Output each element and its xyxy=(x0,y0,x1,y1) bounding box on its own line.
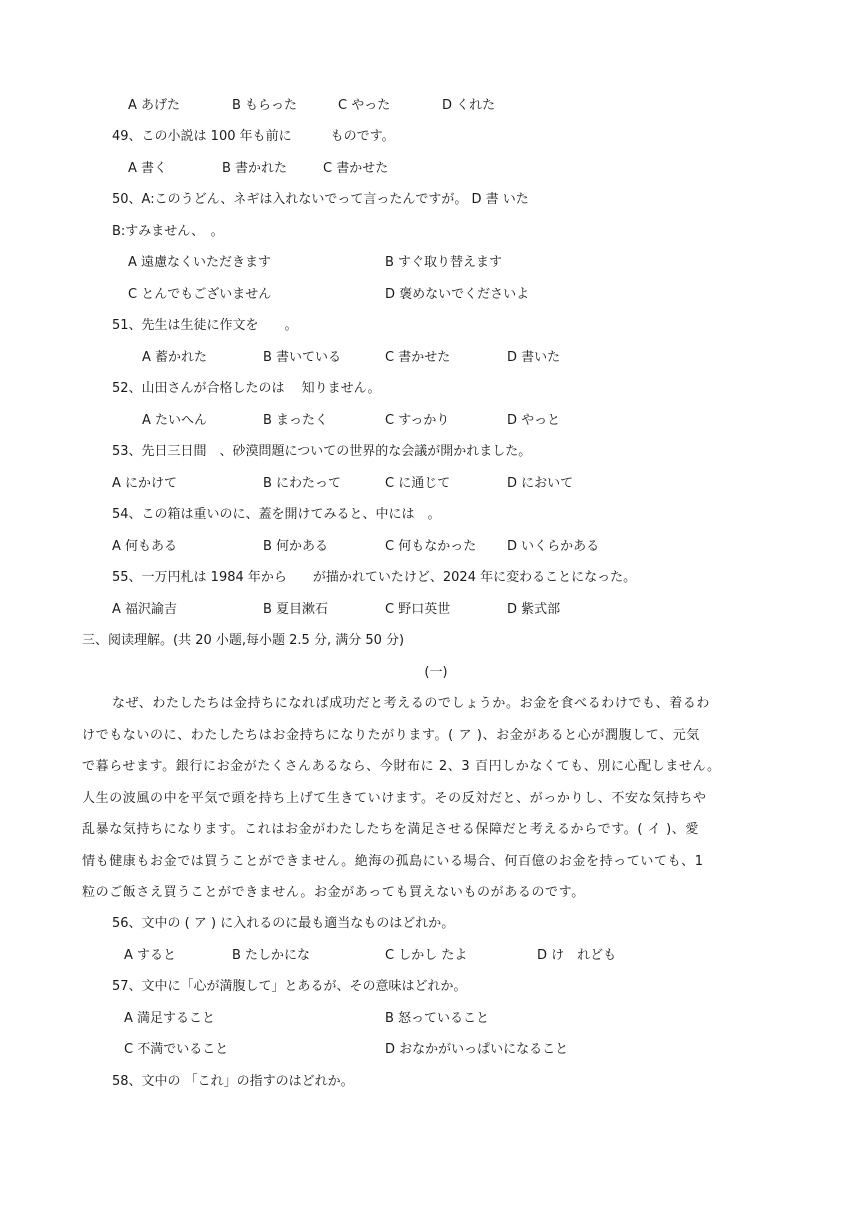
option-a: A 遠慮なくいただきます xyxy=(128,255,272,270)
option-a: A すると xyxy=(124,948,177,963)
passage-line: 乱暴な気持ちになります。これはお金がわたしたちを満足させる保障だと考えるからです。( イ )、愛 xyxy=(82,822,699,837)
option-d: D 褒めないでくださいよ xyxy=(385,287,530,302)
option-c: C 何もなかった xyxy=(385,539,477,554)
passage-line: なぜ、わたしたちは金持ちになれば成功だと考えるのでしょうか。お金を食べるわけでも、着るわ xyxy=(112,696,711,711)
option-c: C すっかり xyxy=(385,413,450,428)
question-52: 52、山田さんが合格したのは 知りません。 xyxy=(112,381,381,396)
passage-line: 粒のご飯さえ買うことができません。お金があっても買えないものがあるのです。 xyxy=(82,885,585,900)
question-57: 57、文中に「心が満腹して」とあるが、その意味はどれか。 xyxy=(112,979,467,994)
question-50: 50、A:このうどん、ネギは入れないでって言ったんですが。 D 書 いた xyxy=(112,192,529,207)
question-49: 49、この小説は 100 年も前に ものです。 xyxy=(112,129,395,144)
question-55: 55、一万円札は 1984 年から が描かれていたけど、2024 年に変わることになった。 xyxy=(112,570,637,585)
passage-line: 人生の波風の中を平気で頭を持ち上げて生きていけます。その反対だと、がっかりし、不安な気持ちや xyxy=(82,791,707,806)
option-c: C 書かせた xyxy=(323,161,389,176)
option-d: D 紫式部 xyxy=(507,602,561,617)
option-d: D おなかがいっぱいになること xyxy=(385,1042,569,1057)
option-b: B もらった xyxy=(232,98,298,113)
passage-line: けでもないのに、わたしたちはお金持ちになりたがります。( ア )、お金があると心が潤腹して、元気 xyxy=(82,728,700,743)
option-a: A 福沢諭吉 xyxy=(112,602,178,617)
option-d: D くれた xyxy=(442,98,496,113)
option-b: B 何かある xyxy=(263,539,329,554)
option-a: A あげた xyxy=(128,98,181,113)
option-c: C に通じて xyxy=(385,476,451,491)
option-c: C とんでもございません xyxy=(128,287,272,302)
option-d: D やっと xyxy=(507,413,561,428)
passage-line: 情も健康もお金では買うことができません。絶海の孤島にいる場合、何百億のお金を持っていても、1 xyxy=(82,854,704,869)
passage-line: で暮らせます。銀行にお金がたくさんあるなら、今財布に 2、3 百円しかなくても、別に心配しません。 xyxy=(82,759,721,774)
option-b: B 書かれた xyxy=(222,161,288,176)
option-b: B 怒っていること xyxy=(385,1011,490,1026)
option-a: A たいへん xyxy=(142,413,208,428)
question-58: 58、文中の 「これ」の指すのはどれか。 xyxy=(112,1074,354,1089)
option-d: D 書いた xyxy=(507,350,561,365)
section-heading: 三、阅读理解。(共 20 小题,每小题 2.5 分, 满分 50 分) xyxy=(82,633,405,648)
option-c: C やった xyxy=(338,98,391,113)
option-a: A 何もある xyxy=(112,539,178,554)
question-51: 51、先生は生徒に作文を 。 xyxy=(112,318,298,333)
option-b: B すぐ取り替えます xyxy=(385,255,503,270)
option-c: C 野口英世 xyxy=(385,602,451,617)
option-a: A 満足すること xyxy=(124,1011,216,1026)
option-a: A にかけて xyxy=(112,476,178,491)
option-b: B 書いている xyxy=(263,350,342,365)
option-c: C しかし たよ xyxy=(385,948,468,963)
option-a: A 蓄かれた xyxy=(142,350,208,365)
question-50-b: B:すみません、 。 xyxy=(112,224,224,239)
question-56: 56、文中の ( ア ) に入れるのに最も適当なものはどれか。 xyxy=(112,916,455,931)
option-d: D において xyxy=(507,476,574,491)
option-a: A 書く xyxy=(128,161,168,176)
option-c: C 不満でいること xyxy=(124,1042,229,1057)
option-b: B まったく xyxy=(263,413,329,428)
question-54: 54、この箱は重いのに、蓋を開けてみると、中には 。 xyxy=(112,507,441,522)
option-b: B にわたって xyxy=(263,476,342,491)
option-b: B たしかにな xyxy=(232,948,311,963)
option-d: D け れども xyxy=(537,948,617,963)
passage-number: (一) xyxy=(424,665,448,680)
option-d: D いくらかある xyxy=(507,539,600,554)
option-b: B 夏目漱石 xyxy=(263,602,329,617)
question-53: 53、先日三日間 、砂漠問題についての世界的な会議が開かれました。 xyxy=(112,444,532,459)
option-c: C 書かせた xyxy=(385,350,451,365)
